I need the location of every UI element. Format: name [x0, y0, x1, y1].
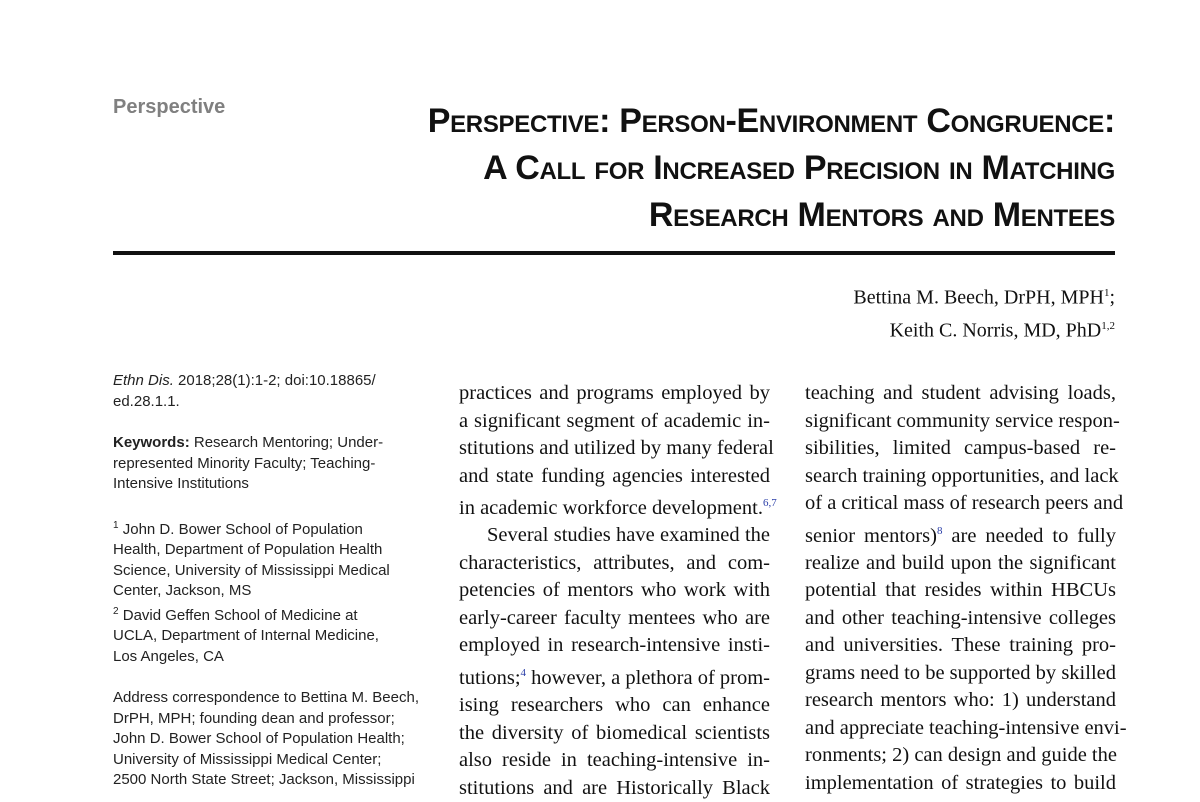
text-line: practices and programs employed by — [459, 382, 770, 404]
text-line: stitutions and utilized by many federal — [459, 437, 774, 459]
text-line: and state funding agencies interested — [459, 464, 770, 487]
article-title — [355, 98, 1115, 239]
text-line: potential that resides within HBCUs — [805, 579, 1116, 602]
text-line: the diversity of biomedical scientists — [459, 721, 770, 744]
text-line: grams need to be supported by skilled — [805, 661, 1116, 684]
text-line: tutions;$^4$ however, a plethora of prom- — [459, 666, 770, 689]
reference-link[interactable]: 8 — [936, 524, 943, 537]
text-line: sibilities, limited campus-based re- — [805, 437, 1116, 459]
text-line: ronments; 2) can design and guide the — [805, 744, 1117, 767]
affiliation-1: $^1$ John D. Bower School of Population Health, Department of Population Health Science, University of Mississippi Medical Center, Jackson, MS — [113, 519, 390, 599]
reference-link[interactable]: 6,7 — [762, 497, 777, 509]
author-1: Bettina M. Beech, DrPH, MPH$^1$; — [853, 286, 1115, 309]
text-line: and appreciate teaching-intensive envi- — [805, 716, 1127, 739]
text-line: and other teaching-intensive colleges — [805, 606, 1116, 629]
title-rule — [113, 251, 1115, 255]
title-line: Perspective: Person-Environment Congruence: — [427, 102, 1115, 140]
text-line: senior mentors)$^8$ are needed to fully — [805, 524, 1116, 547]
reference-link[interactable]: 4 — [520, 666, 527, 679]
text-line: ising researchers who can enhance — [459, 694, 770, 717]
text-line: in academic workforce development.$^{6,7}$ — [459, 496, 777, 519]
text-line: teaching and student advising loads, — [805, 382, 1116, 404]
text-line: employed in research-intensive insti- — [459, 634, 770, 657]
correspondence-address: Address correspondence to Bettina M. Beech, DrPH, MPH; founding dean and professor; John D. Bower School of Population Health; University of Mississippi Medical Center; 2500 North State Street; Jackson, Mississippi — [113, 689, 420, 788]
text-line: early-career faculty mentees who are — [459, 606, 770, 629]
text-line: Several studies have examined the — [487, 524, 770, 547]
text-line: also reside in teaching-intensive in- — [459, 749, 770, 772]
text-line: realize and build upon the significant — [805, 551, 1116, 574]
text-line: implementation of strategies to build — [805, 771, 1116, 794]
author-list — [853, 279, 1115, 344]
text-line: search training opportunities, and lack — [805, 464, 1119, 487]
text-line: of a critical mass of research peers and — [805, 492, 1124, 514]
author-2: Keith C. Norris, MD, PhD$^{1,2}$ — [889, 319, 1115, 342]
article-sidebar — [113, 371, 433, 791]
body-column-1 — [459, 380, 777, 802]
text-line: research mentors who: 1) understand — [805, 689, 1116, 712]
body-column-2 — [805, 380, 1127, 797]
text-line: stitutions and are Historically Black — [459, 776, 770, 799]
text-line: significant community service respon- — [805, 409, 1120, 432]
citation: Ethn Dis. 2018;28(1):1-2; doi:10.18865/ ed.28.1.1. — [113, 372, 376, 410]
text-line: characteristics, attributes, and com- — [459, 551, 770, 574]
section-label: Perspective — [113, 96, 226, 118]
title-line: A Call for Increased Precision in Matching — [483, 149, 1115, 187]
affiliation-2: $^2$ David Geffen School of Medicine at UCLA, Department of Internal Medicine, Los Angeles, CA — [113, 605, 379, 665]
keywords: Keywords: Research Mentoring; Under- represented Minority Faculty; Teaching- Intensive Institutions — [113, 434, 384, 492]
text-line: a significant segment of academic in- — [459, 409, 770, 432]
title-line: Research Mentors and Mentees — [648, 196, 1115, 234]
text-line: petencies of mentors who work with — [459, 579, 770, 602]
text-line: and universities. These training pro- — [805, 634, 1116, 657]
